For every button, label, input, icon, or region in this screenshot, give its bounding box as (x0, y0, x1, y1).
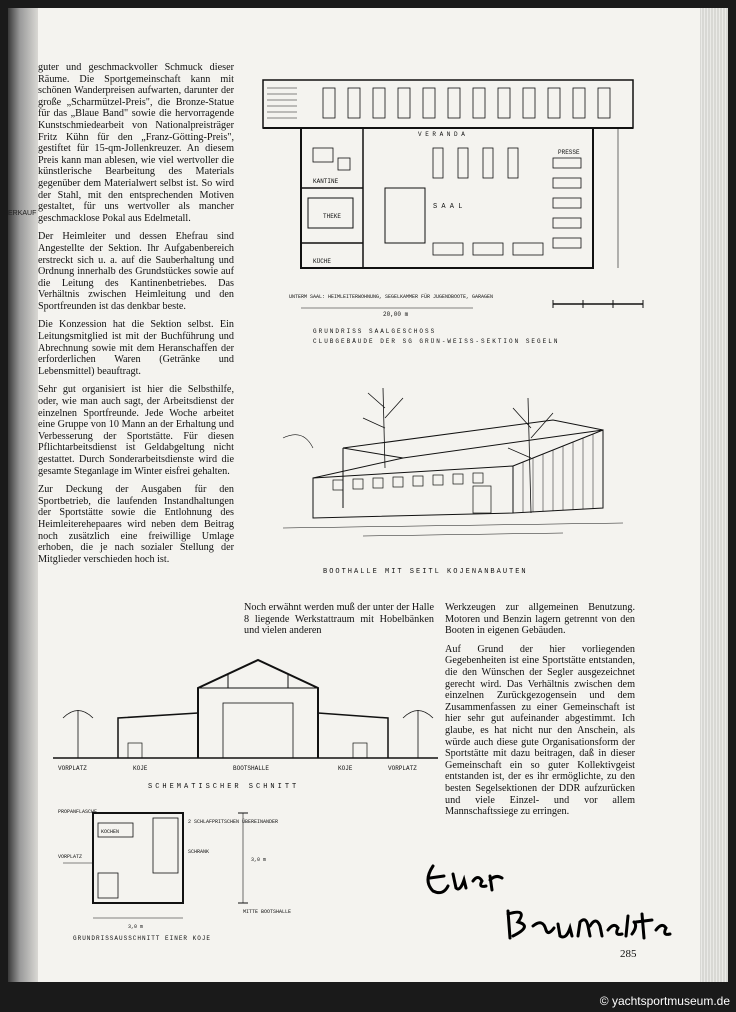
kantine-label: KANTINE (313, 178, 339, 185)
paragraph: Zur Deckung der Ausgaben für den Sportbetrieb, die laufenden Instandhaltungen der Sportstätte sowie die Entlohnung des Heimleiterehepaares wird neben dem Beitrag noch zusätzlich eine freiwillige Umlage erhoben, die je nach sozialer Stellung der Mitglieder verschieden hoch ist. (38, 484, 234, 565)
paragraph: Der Heimleiter und dessen Ehefrau sind Angestellte der Sektion. Ihr Aufgabenbereich erstreckt sich u. a. auf die Sauberhaltung und Ordnung innerhalb des Grundstückes sowie auf die Leitung des Kantinenbetriebes. Das Verhältnis zwischen Heimleitung und den Sportfreunden ist das denkbar beste. (38, 231, 234, 312)
margin-note: ERKAUF (8, 210, 37, 217)
text-column-middle (244, 602, 434, 644)
koje-plan-drawing (53, 803, 313, 943)
page-number: 285 (620, 948, 637, 960)
magazine-page (8, 8, 708, 982)
floorplan-drawing (253, 58, 648, 358)
section-caption: SCHEMATISCHER SCHNITT (148, 783, 300, 791)
paragraph: Noch erwähnt werden muß der unter der Halle 8 liegende Werkstattraum mit Hobelbänken und vielen anderen (244, 602, 434, 637)
kueche-label: KÜCHE (313, 258, 332, 265)
floorplan-caption-2: CLUBGEBÄUDE DER SG GRÜN-WEISS-SEKTION SEGELN (313, 338, 560, 345)
koje-propan: PROPANFLASCHE (58, 809, 98, 815)
koje-schlaf: 2 SCHLAFPRITSCHEN ÜBEREINANDER (188, 819, 279, 825)
floorplan-note: UNTERM SAAL: HEIMLEITERWOHNUNG, SEGELKAMMER FÜR JUGENDBOOTE, GARAGEN (289, 294, 494, 300)
book-binding (8, 8, 38, 982)
page-edges (700, 8, 728, 982)
paragraph: Die Konzession hat die Sektion selbst. Ein Leitungsmitglied ist mit der Buchführung und Abrechnung sowie mit dem Heranschaffen der erforderlichen Waren (Getränke und Lebensmittel) beauftragt. (38, 319, 234, 377)
koje-schrank: SCHRANK (188, 849, 210, 855)
koje-height: 3,0 m (251, 857, 267, 863)
boathouse-caption: BOOTHALLE MIT SEITL KOJENANBAUTEN (323, 568, 528, 576)
paragraph: Auf Grund der hier vorliegenden Gegebenheiten ist eine Sportstätte entstanden, die den Wünschen der Segler ausgezeichnet gerecht wird. Das Verhältnis zwischen dem einzelnen Zurückgezogensein und dem Zusammenfassen zu einer Gemeinschaft ist hier sehr gut aufeinander abgestimmt. Ich glaube, es hat nicht nur den Anschein, als würde auch diese gute Organisationsform der Sportstätte mit dazu beitragen, daß in dieser Gemeinschaft ein so guter Kollektivgeist entstanden ist, der es ihr ermöglichte, zu den besten Segelsektionen der DDR aufzurücken und viele Einzel- und vor allem Mannschaftssiege zu erringen. (445, 643, 635, 818)
boathouse-sketch (263, 368, 643, 578)
presse-label: PRESSE (558, 149, 580, 156)
paragraph: guter und geschmackvoller Schmuck dieser Räume. Die Sportgemeinschaft kann mit schönen Wanderpreisen aufwarten, darunter der große „Scharmützel-Preis", die Bronze-Statue für das „Blaue Band" sowie die hervorragende Kunstschmiedearbeit von Nationalpreisträger Fritz Kühn für den „Franz-Götting-Preis", gestiftet für 15-qm-Jollenkreuzer. An diesem Preis kann man ablesen, wie viel wertvoller die künstlerische Bearbeitung des Materials gegenüber dem Materialwert selbst ist. So wird der Stahl, mit den entsprechenden Motiven gestaltet, für uns wertvoller als mancher geschmacklose Pokal aus Edelmetall. (38, 62, 234, 224)
koje-width: 3,0 m (128, 924, 144, 930)
paragraph: Werkzeugen zur allgemeinen Benutzung. Motoren und Benzin lagern getrennt von den Booten in eigenen Gebäuden. (445, 602, 635, 637)
section-label-bootshalle: BOOTSHALLE (233, 765, 270, 772)
text-column-right (445, 602, 635, 825)
saal-label: S A A L (433, 203, 463, 211)
koje-kochen: KOCHEN (101, 829, 120, 835)
koje-mitte: MITTE BOOTSHALLE (243, 909, 292, 915)
paragraph: Sehr gut organisiert ist hier die Selbsthilfe, oder, wie man auch sagt, der Arbeitsdienst der einzelnen Sportfreunde. Jede Woche arbeitet eine Gruppe von 10 Mann an der Erhaltung und Verbesserung der Sportstätte. Für diesen Pflichtarbeitsdienst ist Geldabgeltung nicht gestattet. Durch Sonderarbeitsdienste wird die gesamte Steganlage im Winter eisfrei gehalten. (38, 384, 234, 477)
section-label-vorplatz-right: VORPLATZ (388, 765, 417, 772)
watermark: © yachtsportmuseum.de (599, 994, 730, 1008)
theke-label: THEKE (323, 213, 342, 220)
section-label-koje-right: KOJE (338, 765, 353, 772)
section-drawing (53, 648, 438, 798)
section-label-koje-left: KOJE (133, 765, 148, 772)
koje-caption: GRUNDRISSAUSSCHNITT EINER KOJE (73, 935, 212, 942)
veranda-label: V E R A N D A (418, 131, 465, 138)
floorplan-scale: 20,00 m (383, 311, 409, 318)
floorplan-caption-1: GRUNDRISS SAALGESCHOSS (313, 328, 437, 335)
signature (418, 856, 678, 946)
koje-vorplatz: VORPLATZ (58, 854, 83, 860)
text-column-left (38, 62, 234, 572)
section-label-vorplatz-left: VORPLATZ (58, 765, 87, 772)
